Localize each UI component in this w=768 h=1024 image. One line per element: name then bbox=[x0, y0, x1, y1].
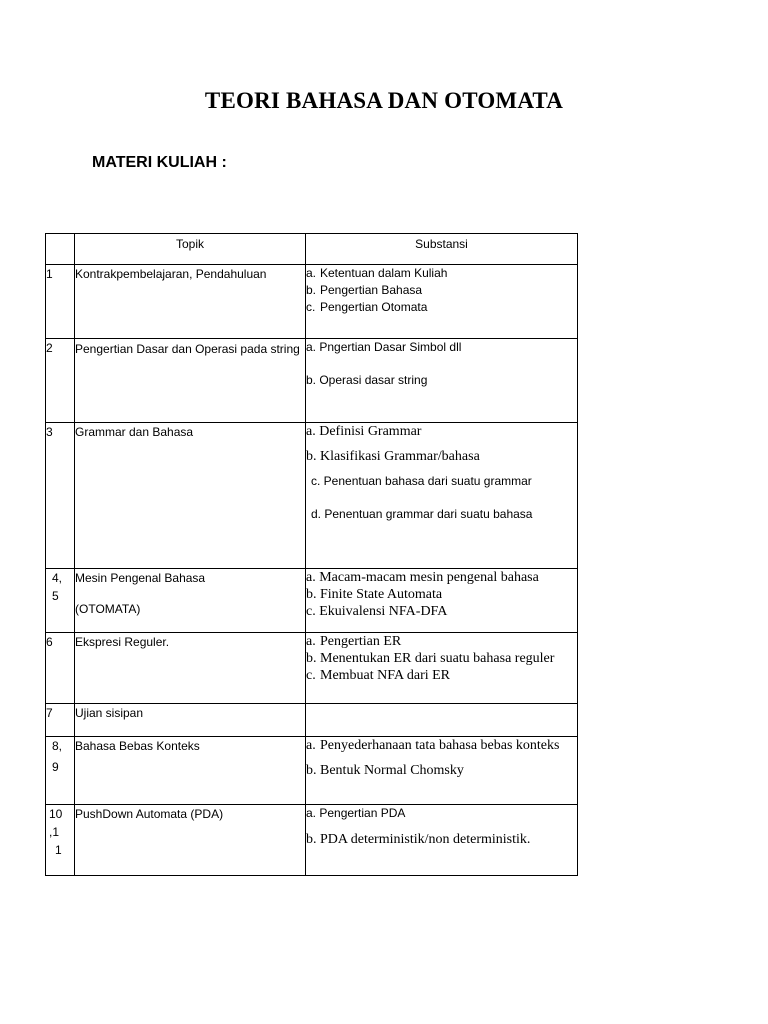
item-text: Ketentuan dalam Kuliah bbox=[320, 266, 448, 280]
row-substansi bbox=[306, 633, 578, 704]
substansi-item: b. Operasi dasar string bbox=[306, 373, 428, 387]
row-number bbox=[46, 805, 75, 876]
item-text: Membuat NFA dari ER bbox=[320, 668, 451, 683]
table-row bbox=[46, 339, 578, 423]
row-number-line: ,1 bbox=[49, 825, 60, 839]
topik-text: PushDown Automata (PDA) bbox=[75, 807, 224, 821]
row-substansi bbox=[306, 339, 578, 423]
row-number-line: 8, bbox=[52, 739, 63, 753]
table-row bbox=[46, 704, 578, 737]
row-number: 6 bbox=[46, 633, 75, 704]
table-row bbox=[46, 633, 578, 704]
item-text: Menentukan ER dari suatu bahasa reguler bbox=[320, 651, 555, 666]
table-row bbox=[46, 423, 578, 569]
row-number: 2 bbox=[46, 339, 75, 423]
row-number-line: 4, bbox=[52, 571, 63, 585]
row-topik bbox=[75, 339, 306, 423]
row-number-line: 10 bbox=[49, 807, 63, 821]
row-substansi bbox=[306, 704, 578, 737]
item-marker: b. bbox=[306, 651, 317, 666]
row-number: 3 bbox=[46, 423, 75, 569]
row-topik bbox=[75, 737, 306, 805]
section-heading: MATERI KULIAH : bbox=[92, 154, 227, 171]
row-topik bbox=[75, 423, 306, 569]
row-number: 1 bbox=[46, 265, 75, 339]
substansi-item: a. Definisi Grammar bbox=[306, 424, 422, 439]
row-substansi bbox=[306, 569, 578, 633]
topik-text: (OTOMATA) bbox=[75, 602, 141, 616]
row-topik bbox=[75, 805, 306, 876]
row-topik bbox=[75, 265, 306, 339]
substansi-item bbox=[306, 282, 577, 299]
header-substansi: Substansi bbox=[306, 234, 578, 265]
row-topik bbox=[75, 569, 306, 633]
substansi-item: c. Penentuan bahasa dari suatu grammar bbox=[311, 474, 532, 488]
substansi-item: a. Pngertian Dasar Simbol dll bbox=[306, 340, 462, 354]
row-number-line: 5 bbox=[52, 589, 59, 603]
document-title: TEORI BAHASA DAN OTOMATA bbox=[204, 88, 564, 113]
table-row bbox=[46, 805, 578, 876]
topik-text: Mesin Pengenal Bahasa bbox=[75, 571, 206, 585]
item-marker: a. bbox=[306, 634, 316, 649]
item-marker: a. bbox=[306, 738, 316, 753]
topik-text: Grammar dan Bahasa bbox=[75, 425, 194, 439]
substansi-item bbox=[306, 299, 577, 316]
item-marker: c. bbox=[306, 668, 316, 683]
row-number bbox=[46, 569, 75, 633]
table-row bbox=[46, 737, 578, 805]
row-substansi bbox=[306, 737, 578, 805]
topik-text: Ujian sisipan bbox=[75, 706, 144, 720]
table-row bbox=[46, 569, 578, 633]
topik-text: Pengertian Dasar dan Operasi pada string bbox=[75, 342, 300, 356]
row-topik bbox=[75, 633, 306, 704]
item-text: Pengertian Bahasa bbox=[320, 283, 423, 297]
topik-text: Kontrakpembelajaran, Pendahuluan bbox=[75, 267, 267, 281]
materi-table bbox=[45, 233, 578, 876]
substansi-item: a. Pengertian PDA bbox=[306, 806, 406, 820]
substansi-item: a. Macam-macam mesin pengenal bahasa bbox=[306, 570, 539, 585]
substansi-item: c. Ekuivalensi NFA-DFA bbox=[306, 604, 448, 619]
row-substansi bbox=[306, 805, 578, 876]
item-marker: a. bbox=[306, 266, 317, 280]
topik-text: Ekspresi Reguler. bbox=[75, 635, 170, 649]
substansi-item bbox=[306, 737, 577, 754]
substansi-item bbox=[306, 633, 577, 650]
substansi-item bbox=[306, 667, 577, 684]
topik-text: Bahasa Bebas Konteks bbox=[75, 739, 200, 753]
substansi-item: d. Penentuan grammar dari suatu bahasa bbox=[311, 507, 533, 521]
item-text: Pengertian ER bbox=[320, 634, 402, 649]
item-text: Pengertian Otomata bbox=[320, 300, 428, 314]
row-number bbox=[46, 737, 75, 805]
row-number-line: 1 bbox=[55, 843, 62, 857]
substansi-item: b. PDA deterministik/non deterministik. bbox=[306, 832, 531, 847]
row-number: 7 bbox=[46, 704, 75, 737]
substansi-item bbox=[306, 265, 577, 282]
item-marker: b. bbox=[306, 283, 317, 297]
row-substansi bbox=[306, 423, 578, 569]
substansi-item bbox=[306, 650, 577, 667]
item-text: Penyederhanaan tata bahasa bebas konteks bbox=[320, 738, 560, 753]
table-row bbox=[46, 265, 578, 339]
item-marker: c. bbox=[306, 300, 316, 314]
header-topik: Topik bbox=[75, 234, 306, 265]
substansi-item: b. Bentuk Normal Chomsky bbox=[306, 763, 464, 778]
substansi-item: b. Finite State Automata bbox=[306, 587, 443, 602]
header-no bbox=[46, 234, 75, 265]
table-header-row bbox=[46, 234, 578, 265]
row-substansi bbox=[306, 265, 578, 339]
row-number-line: 9 bbox=[52, 760, 59, 774]
row-topik bbox=[75, 704, 306, 737]
substansi-item: b. Klasifikasi Grammar/bahasa bbox=[306, 449, 480, 464]
